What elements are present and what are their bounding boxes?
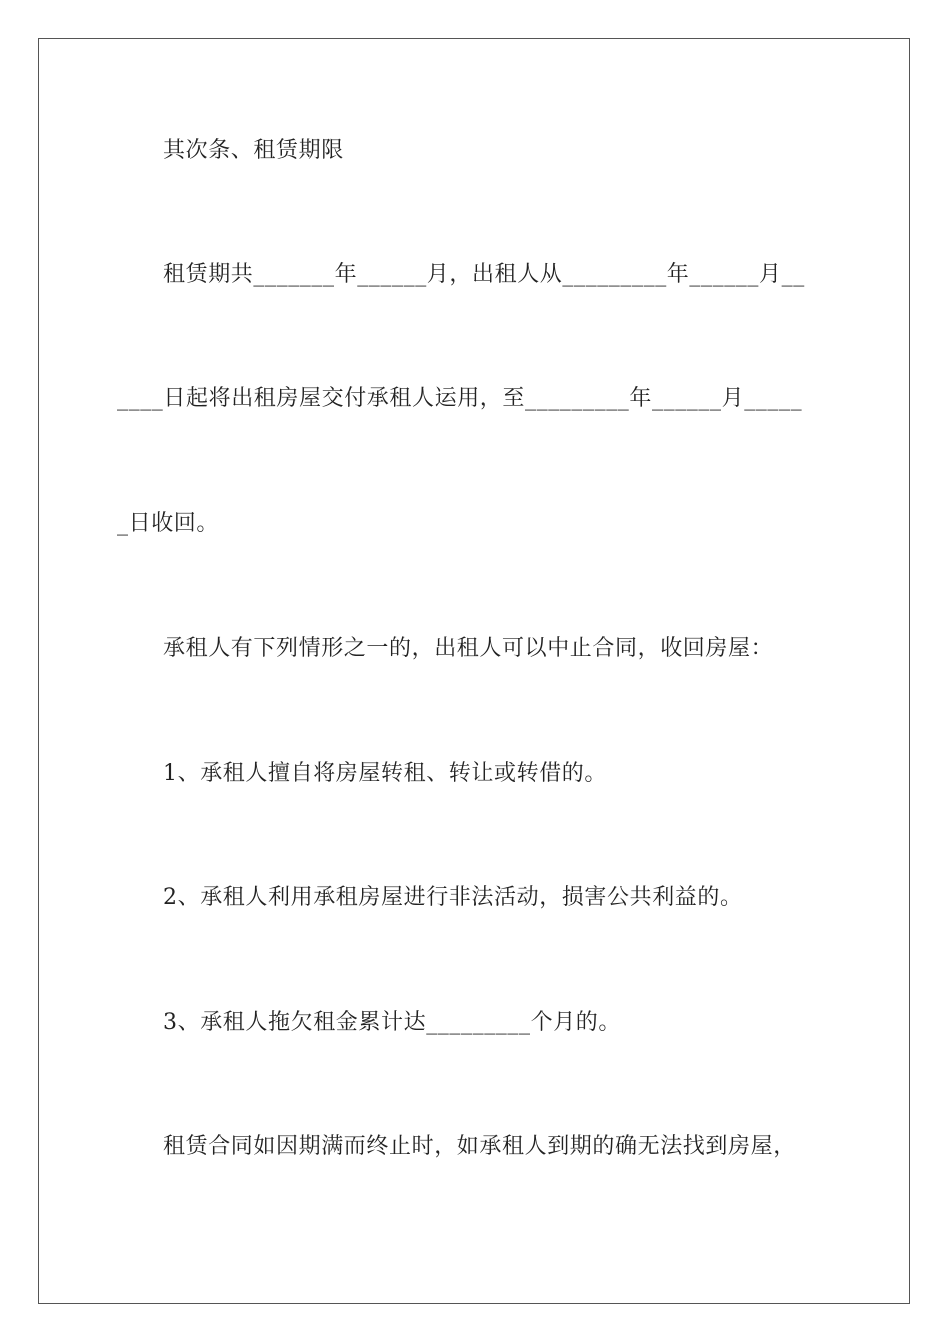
list-item: 3、承租人拖欠租金累计达_________个月的。 (163, 1010, 621, 1035)
list-item: 1、承租人擅自将房屋转租、转让或转借的。 (163, 761, 607, 786)
page-border (38, 38, 910, 1304)
paragraph-line: ____日起将出租房屋交付承租人运用，至_________年______月_____ (117, 386, 803, 411)
list-item: 2、承租人利用承租房屋进行非法活动，损害公共利益的。 (163, 885, 743, 910)
paragraph-line: 租赁期共_______年______月，出租人从_________年______月__ (163, 262, 805, 287)
paragraph-line: 租赁合同如因期满而终止时，如承租人到期的确无法找到房屋， (163, 1134, 796, 1159)
section-heading: 其次条、租赁期限 (163, 138, 344, 163)
paragraph-line: _日收回。 (117, 511, 220, 536)
paragraph-line: 承租人有下列情形之一的，出租人可以中止合同，收回房屋： (163, 636, 774, 661)
